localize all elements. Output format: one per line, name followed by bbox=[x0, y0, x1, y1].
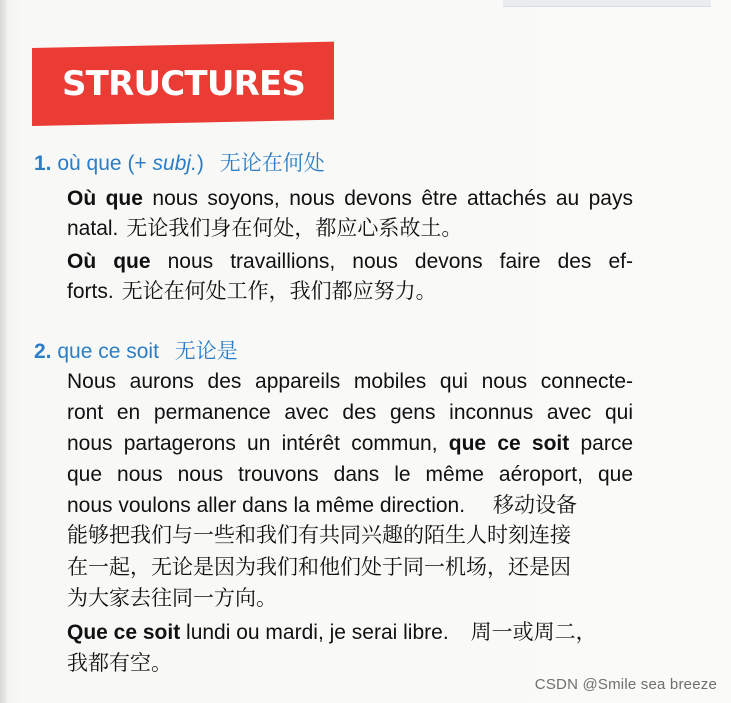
section-2-heading bbox=[34, 341, 238, 362]
section-1-line-4-cn: 无论在何处工作，我们都应努力。 bbox=[121, 280, 437, 303]
section-2-line-1 bbox=[67, 367, 633, 397]
section-2-translation: 无论是 bbox=[174, 340, 238, 363]
section-2-line-1-text: Nous aurons des appareils mobiles qui nous connecte- bbox=[67, 370, 633, 393]
section-2-number: 2. bbox=[34, 340, 52, 363]
section-2-line-5-text: nous voulons aller dans la même direction. bbox=[67, 494, 466, 517]
section-2-line-9-cn: 周一或周二， bbox=[470, 621, 597, 644]
section-1-line-4 bbox=[67, 277, 437, 307]
section-2-line-3 bbox=[67, 429, 633, 459]
section-2-line-6-text: 能够把我们与一些和我们有共同兴趣的陌生人时刻连接 bbox=[67, 524, 571, 547]
section-2-line-9-text: lundi ou mardi, je serai libre. bbox=[180, 621, 449, 644]
section-1-line-3 bbox=[67, 247, 633, 277]
section-1-line-2-text: natal. bbox=[67, 217, 119, 240]
section-1-term: où que bbox=[57, 152, 122, 175]
section-2-line-2 bbox=[67, 398, 633, 428]
top-page-tab bbox=[503, 0, 711, 7]
section-2-term: que ce soit bbox=[57, 340, 159, 363]
section-2-line-3-bold: que ce soit bbox=[448, 432, 570, 455]
section-2-line-7-text: 在一起，无论是因为我们和他们处于同一机场，还是因 bbox=[67, 556, 571, 579]
section-1-line-1-bold: Où que bbox=[67, 187, 143, 210]
section-1-translation: 无论在何处 bbox=[219, 152, 325, 175]
section-1-paren-close: ) bbox=[196, 152, 204, 175]
page-title: STRUCTURES bbox=[62, 64, 306, 104]
section-1-number: 1. bbox=[34, 152, 52, 175]
section-2-line-3-post: parce bbox=[569, 432, 633, 455]
section-1-line-1 bbox=[67, 184, 633, 214]
section-2-line-7 bbox=[67, 553, 571, 583]
section-2-line-4-text: que nous nous trouvons dans le même aéroport, que bbox=[67, 463, 633, 486]
section-2-line-10 bbox=[67, 649, 172, 679]
section-1-paren-open: (+ bbox=[127, 152, 147, 175]
section-2-line-8-text: 为大家去往同一方向。 bbox=[67, 587, 277, 610]
page-edge-shadow bbox=[0, 0, 8, 703]
section-2-line-8 bbox=[67, 584, 277, 614]
section-1-line-3-bold: Où que bbox=[67, 250, 151, 273]
section-1-line-3-text: nous travaillions, nous devons faire des ef- bbox=[150, 250, 633, 273]
section-2-line-9 bbox=[67, 618, 597, 648]
section-2-line-10-text: 我都有空。 bbox=[67, 652, 172, 675]
section-1-paren-word: subj. bbox=[152, 152, 197, 175]
section-1-line-1-text: nous soyons, nous devons être attachés au pays bbox=[142, 187, 633, 210]
section-2-line-4 bbox=[67, 460, 633, 490]
section-2-line-2-text: ront en permanence avec des gens inconnus avec qui bbox=[67, 401, 633, 424]
section-2-line-9-bold: Que ce soit bbox=[67, 621, 181, 644]
section-1-line-2 bbox=[67, 214, 462, 244]
section-2-line-3-pre: nous partagerons un intérêt commun, bbox=[67, 432, 449, 455]
section-2-line-6 bbox=[67, 521, 571, 551]
section-2-line-5-cn: 移动设备 bbox=[493, 494, 578, 517]
section-1-line-2-cn: 无论我们身在何处，都应心系故土。 bbox=[126, 217, 463, 240]
watermark: CSDN @Smile sea breeze bbox=[534, 676, 717, 693]
section-2-line-5 bbox=[67, 491, 577, 521]
section-1-line-4-text: forts. bbox=[67, 280, 114, 303]
section-1-heading bbox=[34, 153, 325, 174]
